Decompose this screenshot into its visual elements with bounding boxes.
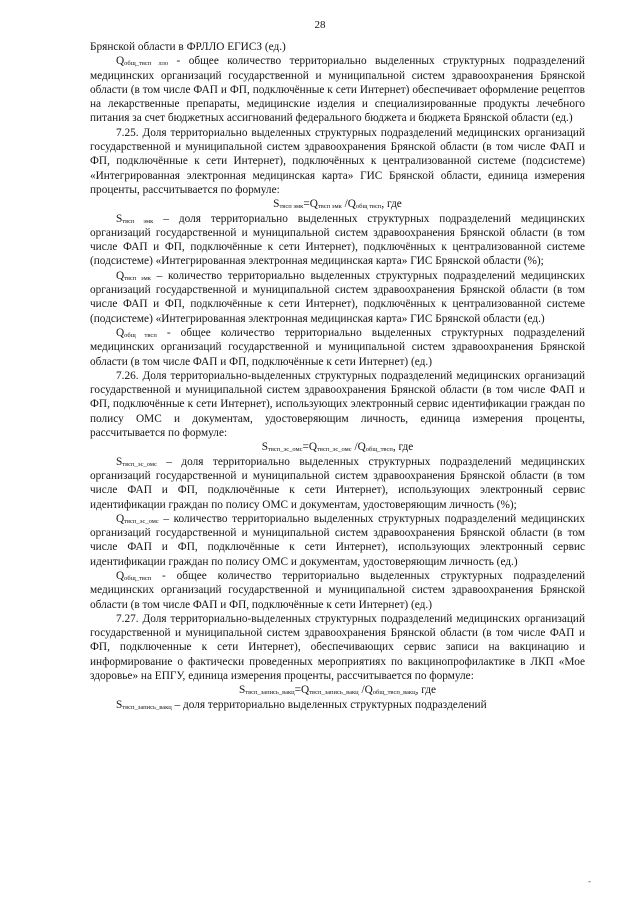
- formula-subscript: твсп_запись_вакц: [245, 689, 295, 697]
- formula-operator: /: [341, 198, 348, 211]
- symbol-subscript: общ_твсп ллo: [124, 60, 169, 68]
- formula-symbol: S: [238, 684, 246, 697]
- formula-operator: /: [351, 441, 358, 454]
- formula-operator: =: [302, 441, 309, 454]
- formula-subscript: общ_твсп_вакц: [372, 689, 416, 697]
- formula-symbol: Q: [364, 684, 373, 697]
- formula-symbol: Q: [309, 198, 318, 211]
- symbol: Q: [116, 512, 125, 525]
- definition-text: – доля территориально выделенных структурных подразделений: [171, 698, 487, 711]
- formula-operator: =: [303, 198, 310, 211]
- symbol-subscript: твсп эмк: [124, 274, 151, 282]
- definition-text: – количество территориально выделенных структурных подразделений медицинских организаций государственной и муниципальной систем здравоохранения Брянской области (в том числе ФАП и ФП, подключённые к сети Интернет), использующих электронный сервис идентификации граждан по полису ОМС и документам, удостоверяющим личность (ед.): [90, 512, 585, 568]
- definition-q-es-oms: [90, 512, 585, 569]
- formula-subscript: твсп эмк: [317, 203, 342, 211]
- formula-tail: , где: [392, 441, 414, 454]
- definition-text: – количество территориально выделенных структурных подразделений медицинских организаций государственной и муниципальной систем здравоохранения Брянской области (в том числе ФАП и ФП, подключённые к сети Интернет), подключённых к централизованной системе (подсистеме) «Интегрированная электронная медицинская карта» ГИС Брянской области (ед.): [90, 269, 585, 325]
- formula-symbol: S: [261, 441, 268, 454]
- section-7-25: 7.25. Доля территориально выделенных структурных подразделений медицинских организаций государственной и муниципальной систем здравоохранения Брянской области (в том числе ФАП и ФП, подключённые к сети Интернет), подключённых к централизованной системе (подсистеме) «Интегрированная электронная медицинская карта» ГИС Брянской области, единица измерения проценты, рассчитывается по формуле:: [90, 126, 585, 196]
- formula-7-27: [90, 683, 585, 697]
- symbol-subscript: общ твсп: [124, 331, 157, 339]
- formula-subscript: твсп эмк: [279, 203, 304, 211]
- formula-subscript: общ_твсп: [365, 446, 393, 454]
- formula-subscript: общ твсп: [355, 203, 382, 211]
- symbol-subscript: твсп_эс_омс: [124, 517, 159, 525]
- page-number: 28: [314, 19, 326, 31]
- definition-text: - общее количество территориально выделенных структурных подразделений медицинских организаций государственной и муниципальной систем здравоохранения Брянской области (в том числе ФАП и ФП, подключённые к сети Интернет) обеспечивает оформление рецептов на лекарственные препараты, медицинские изделия и специализированные продукты лечебного питания за счет бюджетных ассигнований федерального бюджета и бюджета Брянской области (ед.): [90, 55, 585, 125]
- formula-operator: =: [294, 684, 302, 697]
- corner-mark: -: [588, 876, 591, 886]
- formula-symbol: Q: [357, 441, 366, 454]
- symbol-subscript: твсп_запись_вакц: [122, 703, 172, 711]
- symbol-subscript: твсп_эс_омс: [122, 460, 157, 468]
- definition-q-total-llo: [90, 54, 585, 125]
- formula-subscript: твсп_эс_омс: [317, 446, 352, 454]
- section-7-26: 7.26. Доля территориально-выделенных структурных подразделений медицинских организаций государственной и муниципальной систем здравоохранения Брянской области (в том числе ФАП и ФП, подключённые к сети Интернет), использующих электронный сервис идентификации граждан по полису ОМС и документам, удостоверяющим личность, единица измерения проценты, рассчитывается по формуле:: [90, 369, 585, 440]
- definition-s-emk: [90, 212, 585, 269]
- symbol: Q: [116, 326, 125, 339]
- document-body: [90, 40, 585, 712]
- symbol: S: [116, 698, 123, 711]
- definition-s-es-oms: [90, 455, 585, 512]
- formula-7-26: [90, 440, 585, 454]
- symbol: Q: [116, 269, 125, 282]
- formula-operator: /: [358, 684, 365, 697]
- formula-symbol: Q: [347, 198, 356, 211]
- symbol-subscript: общ_твсп: [124, 574, 152, 582]
- symbol: Q: [116, 55, 125, 68]
- definition-s-vakc: [90, 698, 585, 712]
- formula-subscript: твсп_запись_вакц: [309, 689, 359, 697]
- formula-tail: , где: [381, 198, 402, 211]
- formula-symbol: Q: [301, 684, 310, 697]
- definition-text: - общее количество территориально выделенных структурных подразделений медицинских организаций государственной и муниципальной систем здравоохранения Брянской области (в том числе ФАП и ФП, подключённые к сети Интернет) (ед.): [90, 326, 585, 368]
- symbol: S: [116, 212, 123, 225]
- formula-tail: , где: [415, 684, 437, 697]
- formula-symbol: S: [273, 198, 280, 211]
- definition-q-emk: [90, 269, 585, 326]
- symbol: Q: [116, 569, 125, 582]
- formula-symbol: Q: [308, 441, 318, 454]
- formula-subscript: твсп_эс_омс: [267, 446, 303, 454]
- definition-text: – доля территориально выделенных структурных подразделений медицинских организаций государственной и муниципальной систем здравоохранения Брянской области (в том числе ФАП и ФП, подключённые к сети Интернет), подключённых к централизованной системе (подсистеме) «Интегрированная электронная медицинская карта» ГИС Брянской области (%);: [90, 212, 585, 268]
- definition-q-total-1: [90, 326, 585, 369]
- symbol: S: [116, 455, 123, 468]
- definition-text: – доля территориально выделенных структурных подразделений медицинских организаций государственной и муниципальной систем здравоохранения Брянской области (в том числе ФАП и ФП, подключённые к сети Интернет), использующих электронный сервис идентификации граждан по полису ОМС и документам, удостоверяющим личность (%);: [90, 455, 585, 511]
- symbol-subscript: твсп эмк: [122, 217, 154, 225]
- section-7-27: 7.27. Доля территориально-выделенных структурных подразделений медицинских организаций государственной и муниципальной систем здравоохранения Брянской области (в том числе ФАП и ФП, подключенные к сети Интернет), обеспечивающих сервис записи на вакцинацию и информирование о фактически проведенных мероприятиях по вакцинопрофилактике в ЛКП «Мое здоровье» на ЕПГУ, единица измерения проценты, рассчитывается по формуле:: [90, 612, 585, 683]
- formula-7-25: [90, 197, 585, 211]
- definition-q-total-2: [90, 569, 585, 612]
- definition-text: - общее количество территориально выделенных структурных подразделений медицинских организаций государственной и муниципальной систем здравоохранения Брянской области (в том числе ФАП и ФП, подключённые к сети Интернет) (ед.): [90, 569, 585, 611]
- paragraph-continuation: Брянской области в ФРЛЛО ЕГИСЗ (ед.): [90, 41, 286, 53]
